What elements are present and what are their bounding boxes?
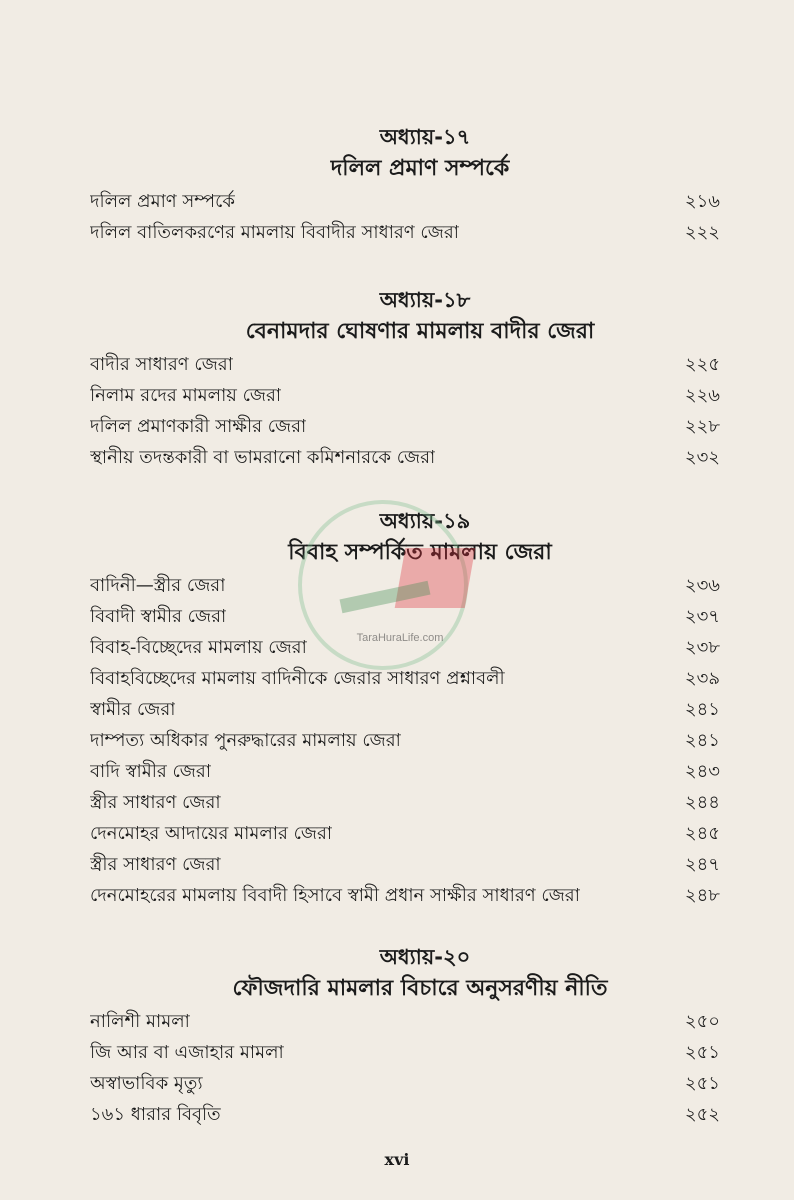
entry-page: ২৫১: [684, 1042, 720, 1063]
entry-title: অস্বাভাবিক মৃত্যু: [90, 1073, 203, 1094]
toc-entry[interactable]: [90, 694, 720, 725]
entry-title: স্বামীর জেরা: [90, 699, 176, 720]
entry-page: ২৪৫: [684, 823, 720, 844]
toc-entry[interactable]: [90, 725, 720, 756]
entry-page: ২৪৩: [684, 761, 720, 782]
toc-entry[interactable]: [90, 849, 720, 880]
entry-page: ২৫২: [684, 1104, 720, 1125]
entry-page: ২৩৯: [684, 668, 720, 689]
entry-title: দাম্পত্য অধিকার পুনরুদ্ধারের মামলায় জেরা: [90, 730, 401, 751]
entry-title: দেনমোহর আদায়ের মামলার জেরা: [90, 823, 333, 844]
entry-page: ২২৬: [684, 385, 720, 406]
toc-entry[interactable]: [90, 756, 720, 787]
chapter-title: দলিল প্রমাণ সম্পর্কে: [330, 156, 510, 181]
chapter-number: অধ্যায়-২০: [379, 945, 471, 969]
entry-page: ২৫১: [684, 1073, 720, 1094]
toc-entry[interactable]: [90, 186, 720, 217]
page-number: xvi: [384, 1150, 410, 1169]
entry-page: ২৪১: [684, 699, 720, 720]
entry-title: দেনমোহরের মামলায় বিবাদী হিসাবে স্বামী প্রধান সাক্ষীর সাধারণ জেরা: [90, 885, 580, 906]
entry-title: দলিল প্রমাণ সম্পর্কে: [90, 191, 235, 212]
toc-entry[interactable]: [90, 787, 720, 818]
entry-title: নালিশী মামলা: [90, 1011, 190, 1032]
entry-title: দলিল বাতিলকরণের মামলায় বিবাদীর সাধারণ জেরা: [90, 222, 459, 243]
entry-title: স্ত্রীর সাধারণ জেরা: [90, 792, 221, 813]
entry-page: ২২৫: [684, 354, 720, 375]
toc-entry[interactable]: [90, 411, 720, 442]
toc-entry[interactable]: [90, 663, 720, 694]
entry-title: বিবাদী স্বামীর জেরা: [90, 606, 227, 627]
entry-title: দলিল প্রমাণকারী সাক্ষীর জেরা: [90, 416, 307, 437]
toc-entry[interactable]: [90, 1099, 720, 1130]
toc-entry[interactable]: [90, 1068, 720, 1099]
entry-page: ২২২: [684, 222, 720, 243]
entry-page: ২৫০: [684, 1011, 720, 1032]
entry-page: ২৩৭: [684, 606, 720, 627]
chapter-title: বিবাহ সম্পর্কিত মামলায় জেরা: [288, 540, 552, 565]
entry-title: জি আর বা এজাহার মামলা: [90, 1042, 284, 1063]
entry-page: ২৩৬: [684, 575, 720, 596]
entry-title: বিবাহ-বিচ্ছেদের মামলায় জেরা: [90, 637, 307, 658]
toc-entry[interactable]: [90, 380, 720, 411]
toc-entry[interactable]: [90, 1037, 720, 1068]
entry-title: স্থানীয় তদন্তকারী বা ভামরানো কমিশনারকে জেরা: [90, 447, 436, 468]
entry-page: ২৪৭: [684, 854, 720, 875]
entry-page: ২৪৪: [684, 792, 720, 813]
chapter-number: অধ্যায়-১৯: [379, 509, 471, 533]
chapter-20: [90, 942, 720, 1130]
toc-entry[interactable]: [90, 349, 720, 380]
chapter-number: অধ্যায়-১৮: [379, 288, 471, 312]
chapter-title: ফৌজদারি মামলার বিচারে অনুসরণীয় নীতি: [232, 976, 608, 1001]
chapter-17: [90, 122, 720, 248]
toc-entry[interactable]: [90, 442, 720, 473]
entry-title: নিলাম রদের মামলায় জেরা: [90, 385, 282, 406]
entry-page: ২৪৮: [684, 885, 720, 906]
entry-page: ২৪১: [684, 730, 720, 751]
toc-entry[interactable]: [90, 217, 720, 248]
entry-title: স্ত্রীর সাধারণ জেরা: [90, 854, 221, 875]
entry-page: ২২৮: [684, 416, 720, 437]
entry-title: বাদি স্বামীর জেরা: [90, 761, 212, 782]
chapter-18: [90, 285, 720, 473]
toc-entry[interactable]: [90, 880, 720, 911]
entry-page: ২১৬: [684, 191, 720, 212]
entry-title: বাদীর সাধারণ জেরা: [90, 354, 233, 375]
chapter-number: অধ্যায়-১৭: [379, 125, 471, 149]
toc-entry[interactable]: [90, 1006, 720, 1037]
entry-title: ১৬১ ধারার বিবৃতি: [90, 1104, 221, 1125]
entry-page: ২৩২: [684, 447, 720, 468]
toc-entry[interactable]: [90, 818, 720, 849]
entry-title: বিবাহবিচ্ছেদের মামলায় বাদিনীকে জেরার সাধারণ প্রশ্নাবলী: [90, 668, 505, 689]
entry-title: বাদিনী—স্ত্রীর জেরা: [90, 575, 226, 596]
entry-page: ২৩৮: [684, 637, 720, 658]
watermark-text: TaraHuraLife.com: [356, 632, 444, 644]
chapter-title: বেনামদার ঘোষণার মামলায় বাদীর জেরা: [245, 319, 595, 344]
